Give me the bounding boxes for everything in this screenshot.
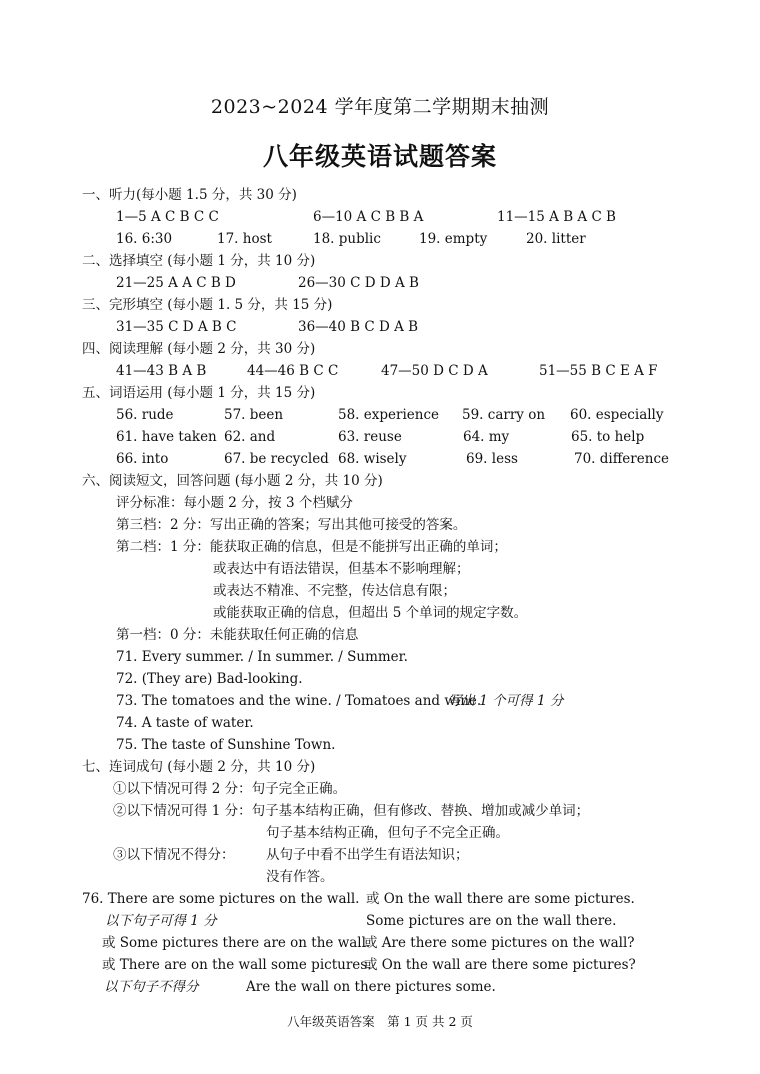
answer-66: 66. into xyxy=(116,451,169,467)
page-footer: 八年级英语答案 第 1 页 共 2 页 xyxy=(287,1014,473,1029)
answer-74: 74. A taste of water. xyxy=(116,715,254,731)
section-5-heading: 五、词语运用 (每小题 1 分，共 15 分) xyxy=(82,385,316,401)
answer-11-15: 11—15 A B A C B xyxy=(497,209,616,225)
criteria-1: ①以下情况可得 2 分：句子完全正确。 xyxy=(113,781,347,797)
answer-61: 61. have taken xyxy=(116,429,217,445)
scoring-standard: 评分标准：每小题 2 分，按 3 个档赋分 xyxy=(116,495,353,511)
answer-20: 20. litter xyxy=(526,231,586,247)
answer-76-alt-6: 或 On the wall are there some pictures? xyxy=(364,957,636,973)
zero-point-note: 以下句子不得分 xyxy=(104,979,199,995)
answer-title: 八年级英语试题答案 xyxy=(262,142,497,171)
criteria-3-line-b: 没有作答。 xyxy=(266,869,334,885)
answer-26-30: 26—30 C D D A B xyxy=(298,275,419,291)
section-2-heading: 二、选择填空 (每小题 1 分，共 10 分) xyxy=(82,253,316,269)
answer-76-alt-3: 或 Some pictures there are on the wall. xyxy=(102,935,371,951)
answer-56: 56. rude xyxy=(116,407,174,423)
answer-16: 16. 6:30 xyxy=(116,231,173,247)
answer-76-alt-4: 或 Are there some pictures on the wall? xyxy=(364,935,635,951)
section-4-heading: 四、阅读理解 (每小题 2 分，共 30 分) xyxy=(82,341,316,357)
answer-76-alt-1: 或 On the wall there are some pictures. xyxy=(366,891,635,907)
answer-60: 60. especially xyxy=(570,407,664,423)
tier-2-line-c: 或表达不精准、不完整，传达信息有限； xyxy=(213,583,456,599)
tier-1: 第一档：0 分：未能获取任何正确的信息 xyxy=(116,627,359,643)
criteria-2: ②以下情况可得 1 分：句子基本结构正确，但有修改、替换、增加或减少单词； xyxy=(113,803,590,819)
tier-2-line-b: 或表达中有语法错误，但基本不影响理解； xyxy=(213,561,470,577)
tier-3: 第三档：2 分：写出正确的答案；写出其他可接受的答案。 xyxy=(116,517,467,533)
answer-73: 73. The tomatoes and the wine. / Tomatoes and wine. xyxy=(116,693,482,709)
answer-44-46: 44—46 B C C xyxy=(247,363,339,379)
answer-76-alt-2: Some pictures are on the wall there. xyxy=(366,913,617,929)
exam-title: 2023~2024 学年度第二学期期末抽测 xyxy=(210,96,550,118)
section-6-heading: 六、阅读短文，回答问题 (每小题 2 分，共 10 分) xyxy=(82,473,383,489)
answer-65: 65. to help xyxy=(571,429,645,445)
answer-51-55: 51—55 B C E A F xyxy=(539,363,658,379)
answer-67: 67. be recycled xyxy=(224,451,329,467)
answer-63: 63. reuse xyxy=(338,429,402,445)
section-3-heading: 三、完形填空 (每小题 1. 5 分，共 15 分) xyxy=(82,297,333,313)
answer-18: 18. public xyxy=(313,231,381,247)
answer-17: 17. host xyxy=(217,231,272,247)
section-1-heading: 一、听力(每小题 1.5 分，共 30 分) xyxy=(82,187,297,203)
answer-21-25: 21—25 A A C B D xyxy=(116,275,236,291)
answer-70: 70. difference xyxy=(574,451,669,467)
answer-69: 69. less xyxy=(466,451,518,467)
answer-58: 58. experience xyxy=(338,407,439,423)
criteria-2-line-b: 句子基本结构正确，但句子不完全正确。 xyxy=(266,825,509,841)
tier-2-line-d: 或能获取正确的信息，但超出 5 个单词的规定字数。 xyxy=(213,605,528,621)
answer-73-note: 写出 1 个可得 1 分 xyxy=(448,693,564,709)
section-7-heading: 七、连词成句 (每小题 2 分，共 10 分) xyxy=(82,759,316,775)
answer-36-40: 36—40 B C D A B xyxy=(298,319,419,335)
answer-41-43: 41—43 B A B xyxy=(116,363,207,379)
answer-71: 71. Every summer. / In summer. / Summer. xyxy=(116,649,408,665)
answer-62: 62. and xyxy=(224,429,276,445)
answer-76-alt-5: 或 There are on the wall some pictures. xyxy=(102,957,372,973)
criteria-3-line-a: 从句子中看不出学生有语法知识； xyxy=(266,847,469,863)
answer-59: 59. carry on xyxy=(462,407,546,423)
answer-57: 57. been xyxy=(224,407,284,423)
answer-68: 68. wisely xyxy=(338,451,407,467)
answer-76-alt-7: Are the wall on there pictures some. xyxy=(246,979,496,995)
answer-47-50: 47—50 D C D A xyxy=(381,363,488,379)
answer-31-35: 31—35 C D A B C xyxy=(116,319,237,335)
answer-64: 64. my xyxy=(463,429,510,445)
answer-1-5: 1—5 A C B C C xyxy=(116,209,219,225)
criteria-3: ③以下情况不得分： xyxy=(113,847,235,863)
answer-76: 76. There are some pictures on the wall. xyxy=(82,891,360,907)
answer-19: 19. empty xyxy=(419,231,488,247)
answer-6-10: 6—10 A C B B A xyxy=(313,209,424,225)
one-point-note: 以下句子可得 1 分 xyxy=(105,913,217,929)
tier-2: 第二档：1 分：能获取正确的信息，但是不能拼写出正确的单词； xyxy=(116,539,507,555)
answer-72: 72. (They are) Bad-looking. xyxy=(116,671,303,687)
answer-75: 75. The taste of Sunshine Town. xyxy=(116,737,336,753)
